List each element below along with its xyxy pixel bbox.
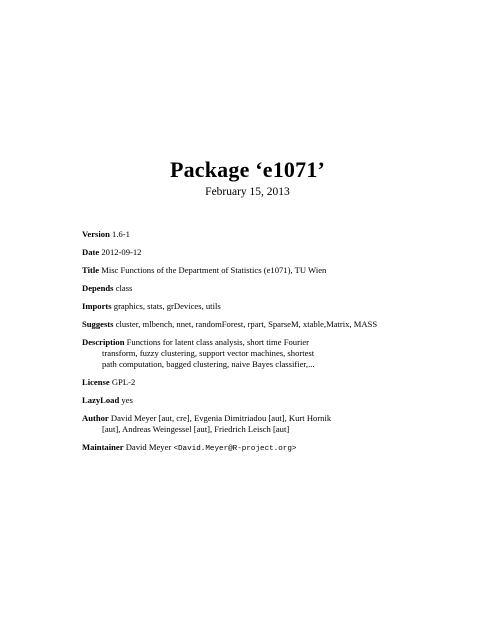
field-continuation: path computation, bagged clustering, naive Bayes classifier,...	[102, 359, 315, 369]
field-continuation: transform, fuzzy clustering, support vector machines, shortest	[102, 348, 315, 358]
field-value: Misc Functions of the Department of Statistics (e1071), TU Wien	[101, 265, 327, 275]
field-value: yes	[121, 395, 133, 405]
field-value: graphics, stats, grDevices, utils	[113, 301, 221, 311]
field-key: LazyLoad	[82, 395, 120, 405]
field-continuation: [aut], Andreas Weingessel [aut], Friedrich Leisch [aut]	[102, 424, 290, 434]
field-key: Description	[82, 337, 125, 347]
field-key: License	[82, 377, 110, 387]
field-key: Version	[82, 229, 110, 239]
field-value: David Meyer [aut, cre], Evgenia Dimitriadou [aut], Kurt Hornik	[110, 413, 332, 423]
field-key: Imports	[82, 301, 112, 311]
field-key: Date	[82, 247, 100, 257]
field-key: Author	[82, 413, 109, 423]
field-value: Functions for latent class analysis, short time Fourier	[126, 337, 310, 347]
field-value: David Meyer	[125, 442, 172, 452]
field-value: GPL-2	[111, 377, 136, 387]
field-key: Depends	[82, 283, 114, 293]
package-date: February 15, 2013	[205, 186, 290, 198]
field-value: 1.6-1	[112, 229, 130, 239]
field-key: Suggests	[82, 319, 114, 329]
field-value: class	[115, 283, 133, 293]
maintainer-email: <David.Meyer@R-project.org>	[173, 445, 297, 453]
field-value: cluster, mlbench, nnet, randomForest, rpart, SparseM, xtable,Matrix, MASS	[115, 319, 378, 329]
field-key: Title	[82, 265, 100, 275]
field-key: Maintainer	[82, 442, 124, 452]
field-value: 2012-09-12	[101, 247, 142, 257]
package-title: Package ‘e1071’	[169, 157, 326, 182]
